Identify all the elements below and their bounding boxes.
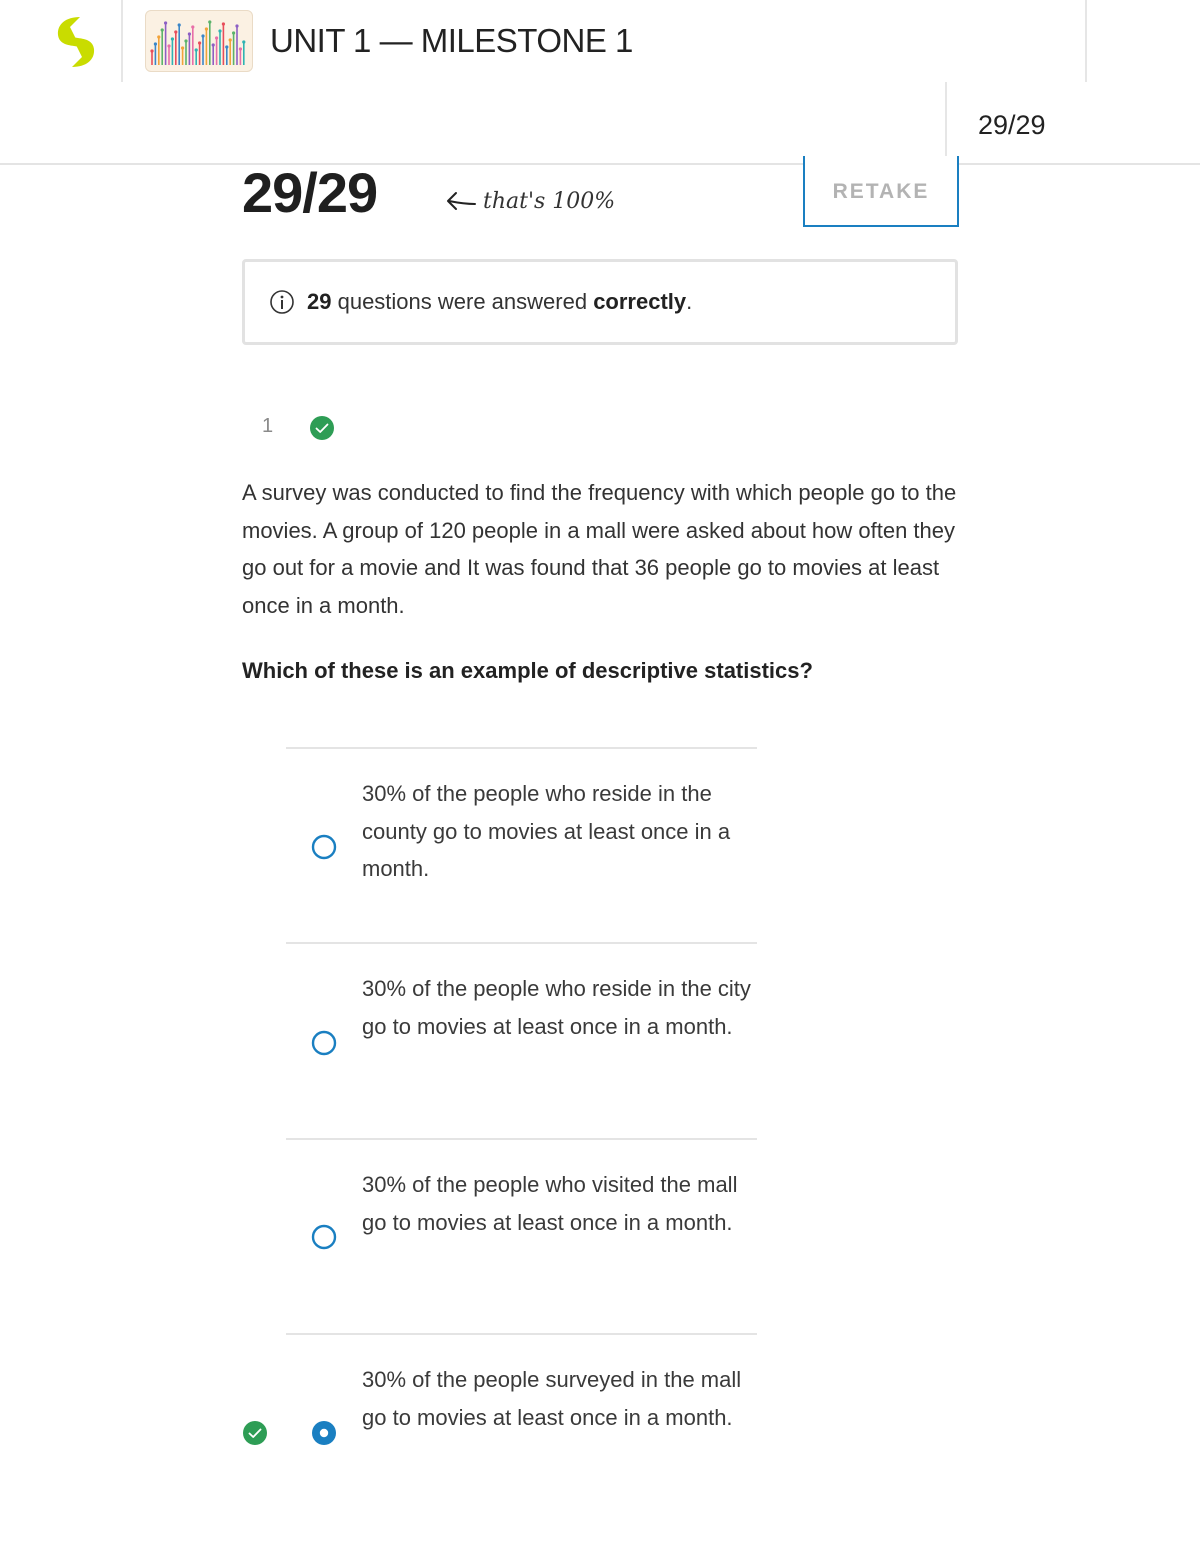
thumbnail-dot (181, 46, 184, 49)
subbar-bottom-border (0, 163, 1200, 165)
option-radio-3[interactable] (311, 1224, 337, 1250)
score-note (445, 183, 615, 219)
option-divider (286, 1333, 757, 1335)
question-number: 1 (262, 415, 274, 437)
option-divider (286, 1138, 757, 1140)
option-radio-4-selected[interactable] (311, 1420, 337, 1446)
thumbnail-dot (191, 25, 194, 28)
thumbnail-dot (154, 42, 157, 45)
thumbnail-dot (242, 40, 245, 43)
page-title: UNIT 1 — MILESTONE 1 (270, 22, 633, 59)
thumbnail-dot (201, 34, 204, 37)
retake-button[interactable]: RETAKE (803, 156, 959, 227)
option-divider (286, 942, 757, 944)
thumbnail-dot (235, 24, 238, 27)
question-prompt: Which of these is an example of descriptive statistics? (242, 658, 813, 683)
option-radio-1[interactable] (311, 834, 337, 860)
thumbnail-dot (161, 28, 164, 31)
course-thumbnail (145, 10, 253, 72)
thumbnail-dot (212, 43, 215, 46)
correct-check-icon (242, 1420, 268, 1446)
option-radio-2[interactable] (311, 1030, 337, 1056)
thumbnail-dot (188, 32, 191, 35)
thumbnail-dot (184, 39, 187, 42)
thumbnail-dot (157, 35, 160, 38)
question-body: A survey was conducted to find the frequency with which people go to the movies. A group of 120 people in a mall were asked about how often they go out for a movie and It was found that 36 people go to movies at least once in a month. (242, 480, 957, 619)
top-header (0, 0, 1200, 82)
thumbnail-dot (195, 48, 198, 51)
result-summary (242, 259, 958, 345)
thumbnail-dot (225, 45, 228, 48)
thumbnail-dot (167, 44, 170, 47)
header-divider-right (1085, 0, 1087, 82)
option-divider (286, 747, 757, 749)
info-icon (269, 289, 295, 315)
thumbnail-dot (218, 29, 221, 32)
thumbnail-dot (222, 22, 225, 25)
option-text-1[interactable]: 30% of the people who reside in the county go to movies at least once in a month. (362, 781, 731, 881)
arrow-left-icon (445, 190, 477, 212)
subbar-divider (945, 82, 947, 164)
thumbnail-dot (150, 49, 153, 52)
thumbnail-dot (174, 30, 177, 33)
thumbnail-dot (232, 31, 235, 34)
summary-end: . (686, 289, 693, 314)
score-heading: 29/29 (242, 161, 378, 224)
thumbnail-dot (239, 47, 242, 50)
summary-count: 29 (307, 289, 332, 314)
thumbnail-dot (205, 27, 208, 30)
thumbnail-dot (229, 38, 232, 41)
thumbnail-dot (171, 37, 174, 40)
score-indicator: 29/29 (978, 110, 1046, 140)
thumbnail-dot (164, 21, 167, 24)
option-text-2[interactable]: 30% of the people who reside in the city go to movies at least once in a month. (362, 976, 751, 1039)
thumbnail-dot (198, 41, 201, 44)
check-circle-icon (309, 415, 335, 441)
option-text-4[interactable]: 30% of the people surveyed in the mall go to movies at least once in a month. (362, 1367, 742, 1430)
thumbnail-dot (215, 36, 218, 39)
thumbnail-dot (208, 20, 211, 23)
option-text-3[interactable]: 30% of the people who visited the mall go to movies at least once in a month. (362, 1172, 738, 1235)
summary-text: questions were answered (331, 289, 594, 314)
header-divider (121, 0, 123, 82)
thumbnail-dot (178, 23, 181, 26)
summary-emphasis: correctly (593, 289, 687, 314)
score-note-text: that's 100% (483, 188, 616, 214)
sophia-logo-icon[interactable] (52, 14, 100, 70)
